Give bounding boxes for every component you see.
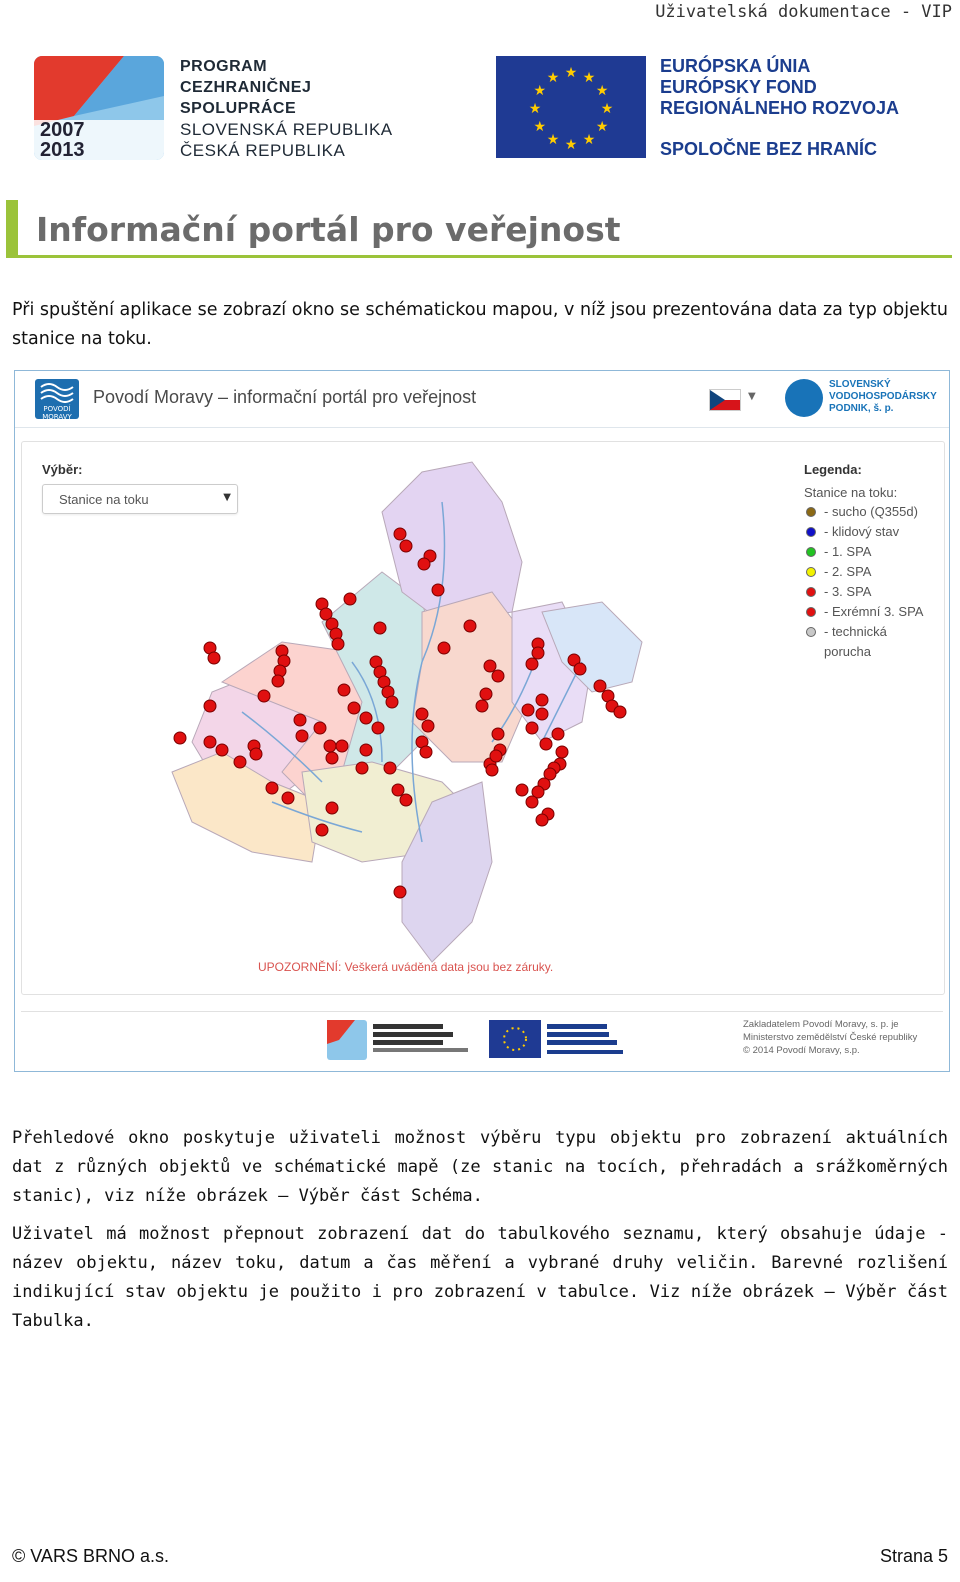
station-marker[interactable] [438, 642, 450, 654]
eu-star-icon: ★ [546, 69, 560, 86]
legend-dot-icon [806, 507, 816, 517]
eu-star-icon: ★ [582, 132, 596, 149]
program-line5: ČESKÁ REPUBLIKA [180, 141, 346, 160]
portal-footer [21, 1011, 943, 1068]
station-marker[interactable] [360, 744, 372, 756]
svp-line1: SLOVENSKÝ [829, 379, 891, 390]
select-label: Výběr: [42, 462, 83, 477]
table-paragraph: Uživatel má možnost přepnout zobrazení dat do tabulkového seznamu, který obsahuje údaje - název objektu, název toku, datum a čas měření a vybrané druhy veličin. Barevné rozlišení indikující stav objektu je použito i pro zobrazení v tabulce. Viz níže obrázek – Výběr část Tabulka. [12, 1224, 948, 1331]
eu-star-icon: ★ [546, 132, 560, 149]
eu-line2: EURÓPSKY FOND [660, 77, 817, 97]
station-marker[interactable] [464, 620, 476, 632]
legend-dot-icon [806, 547, 816, 557]
legend-item [804, 502, 934, 522]
station-marker[interactable] [294, 714, 306, 726]
station-marker[interactable] [420, 746, 432, 758]
station-marker[interactable] [526, 722, 538, 734]
station-marker[interactable] [432, 584, 444, 596]
svp-line3: PODNIK, š. p. [829, 403, 894, 414]
eu-line3: REGIONÁLNEHO ROZVOJA [660, 98, 900, 118]
chevron-down-icon: ▼ [223, 492, 231, 503]
station-marker[interactable] [552, 728, 564, 740]
station-marker[interactable] [392, 784, 404, 796]
legend-item [804, 602, 934, 622]
legend-dot-icon [806, 607, 816, 617]
svp-line2: VODOHOSPODÁRSKY [829, 391, 937, 402]
intro-paragraph: Při spuštění aplikace se zobrazí okno se schématickou mapou, v níž jsou prezentována data za typ objektu stanice na toku. [12, 300, 948, 349]
legend-subtitle: Stanice na toku: [804, 485, 898, 500]
legend-dot-icon [806, 587, 816, 597]
legend-label: - Exrémní 3. SPA [824, 604, 924, 619]
station-marker[interactable] [394, 886, 406, 898]
station-marker[interactable] [332, 638, 344, 650]
station-marker[interactable] [386, 696, 398, 708]
station-marker[interactable] [282, 792, 294, 804]
program-line4: SLOVENSKÁ REPUBLIKA [180, 120, 393, 139]
eu-line1: EURÓPSKA ÚNIA [660, 56, 811, 76]
legend-label: - 3. SPA [824, 584, 872, 599]
document-header: Uživatelská dokumentace - VIP [655, 2, 952, 22]
station-marker[interactable] [394, 528, 406, 540]
station-marker[interactable] [418, 558, 430, 570]
legend-dot-icon [806, 567, 816, 577]
station-marker[interactable] [384, 762, 396, 774]
station-marker[interactable] [400, 794, 412, 806]
station-marker[interactable] [526, 658, 538, 670]
page-footer-company: © VARS BRNO a.s. [12, 1546, 169, 1566]
legend-label: - sucho (Q355d) [824, 504, 918, 519]
eu-mini-logo [489, 1020, 649, 1060]
station-marker[interactable] [250, 748, 262, 760]
station-marker[interactable] [272, 675, 284, 687]
station-marker[interactable] [336, 740, 348, 752]
station-marker[interactable] [422, 720, 434, 732]
eu-star-icon: ★ [564, 65, 578, 81]
section-title: Informační portál pro veřejnost [36, 210, 621, 249]
footer-note-line3: © 2014 Povodí Moravy, s.p. [743, 1045, 860, 1056]
station-marker[interactable] [324, 740, 336, 752]
station-marker[interactable] [356, 762, 368, 774]
station-marker[interactable] [316, 824, 328, 836]
disclaimer-warning: UPOZORNĚNÍ: Veškerá uváděná data jsou bez záruky. [258, 960, 554, 974]
czech-flag-icon[interactable] [709, 389, 741, 411]
eu-flag-icon [496, 56, 646, 158]
portal-footer-note [743, 1018, 917, 1057]
program-line2: CEZHRANIČNEJ [180, 79, 312, 96]
legend-label: - klidový stav [824, 524, 900, 539]
station-marker[interactable] [486, 764, 498, 776]
station-marker[interactable] [536, 708, 548, 720]
station-marker[interactable] [374, 622, 386, 634]
program-year-end: 2013 [40, 139, 85, 160]
station-marker[interactable] [234, 756, 246, 768]
legend-item [804, 622, 934, 662]
station-marker[interactable] [216, 744, 228, 756]
eu-star-icon: ★ [533, 83, 547, 99]
station-marker[interactable] [526, 796, 538, 808]
legend-label: - 1. SPA [824, 544, 872, 559]
eu-star-icon: ★ [595, 83, 609, 99]
svp-wave-icon [785, 379, 823, 417]
legend-label: - 2. SPA [824, 564, 872, 579]
station-marker[interactable] [522, 704, 534, 716]
station-marker[interactable] [492, 670, 504, 682]
povodi-moravy-logo [35, 379, 79, 419]
station-marker[interactable] [208, 652, 220, 664]
povodi-moravy-logo-text: POVODÍ MORAVY [42, 405, 72, 421]
legend [804, 462, 934, 662]
station-marker[interactable] [348, 702, 360, 714]
station-marker[interactable] [204, 736, 216, 748]
legend-item [804, 542, 934, 562]
eu-star-icon: ★ [533, 119, 547, 135]
eu-star-icon: ★ [600, 101, 614, 117]
map-panel [21, 441, 945, 995]
legend-dot-icon [806, 527, 816, 537]
portal-header [15, 371, 949, 428]
portal-screenshot [14, 370, 950, 1072]
station-marker[interactable] [314, 722, 326, 734]
station-marker[interactable] [532, 647, 544, 659]
station-marker[interactable] [614, 706, 626, 718]
station-marker[interactable] [516, 784, 528, 796]
station-marker[interactable] [536, 814, 548, 826]
page-footer-page-number: Strana 5 [879, 1546, 948, 1566]
station-marker[interactable] [258, 690, 270, 702]
station-marker[interactable] [492, 728, 504, 740]
station-marker[interactable] [480, 688, 492, 700]
eu-slogan: SPOLOČNE BEZ HRANÍC [660, 139, 878, 159]
portal-title: Povodí Moravy – informační portál pro veřejnost [93, 387, 477, 407]
station-marker[interactable] [540, 738, 552, 750]
station-marker[interactable] [400, 540, 412, 552]
object-type-select[interactable] [42, 484, 238, 514]
language-dropdown-caret-icon[interactable]: ▼ [748, 391, 756, 402]
legend-label: - technická porucha [824, 624, 887, 659]
station-marker[interactable] [344, 593, 356, 605]
station-marker[interactable] [266, 782, 278, 794]
station-marker[interactable] [556, 746, 568, 758]
eu-logo [496, 56, 950, 162]
section-heading [6, 200, 952, 258]
program-logo [34, 56, 434, 162]
legend-dot-icon [806, 627, 816, 637]
svp-logo [785, 377, 935, 421]
legend-item [804, 582, 934, 602]
station-marker[interactable] [204, 700, 216, 712]
overview-paragraph: Přehledové okno poskytuje uživateli možnost výběru typu objektu pro zobrazení aktuálních dat z různých objektů ve schématické mapě (ze stanic na tocích, přehradách a srážkoměrných stanic), viz níže obrázek – Výběr část Schéma. [12, 1128, 948, 1206]
station-marker[interactable] [574, 663, 586, 675]
station-marker[interactable] [372, 722, 384, 734]
footer-note-line2: Ministerstvo zemědělství České republiky [743, 1032, 918, 1043]
station-marker[interactable] [476, 700, 488, 712]
station-marker[interactable] [174, 732, 186, 744]
station-marker[interactable] [490, 750, 502, 762]
eu-star-icon: ★ [582, 69, 596, 86]
station-marker[interactable] [326, 752, 338, 764]
station-marker[interactable] [296, 730, 308, 742]
station-marker[interactable] [484, 660, 496, 672]
legend-item [804, 562, 934, 582]
program-logo-mark [34, 56, 164, 160]
footer-note-line1: Zakladatelem Povodí Moravy, s. p. je [743, 1019, 899, 1030]
eu-star-icon: ★ [564, 137, 578, 153]
station-marker[interactable] [326, 802, 338, 814]
legend-title: Legenda: [804, 462, 862, 477]
program-line1: PROGRAM [180, 58, 268, 75]
station-marker[interactable] [338, 684, 350, 696]
eu-star-icon: ★ [528, 101, 542, 117]
select-value: Stanice na toku [59, 492, 149, 507]
program-mini-logo [327, 1020, 477, 1060]
program-line3: SPOLUPRÁCE [180, 100, 297, 117]
station-marker[interactable] [536, 694, 548, 706]
station-marker[interactable] [594, 680, 606, 692]
station-marker[interactable] [416, 708, 428, 720]
eu-star-icon: ★ [595, 119, 609, 135]
program-year-start: 2007 [40, 119, 85, 141]
legend-item [804, 522, 934, 542]
station-marker[interactable] [360, 712, 372, 724]
